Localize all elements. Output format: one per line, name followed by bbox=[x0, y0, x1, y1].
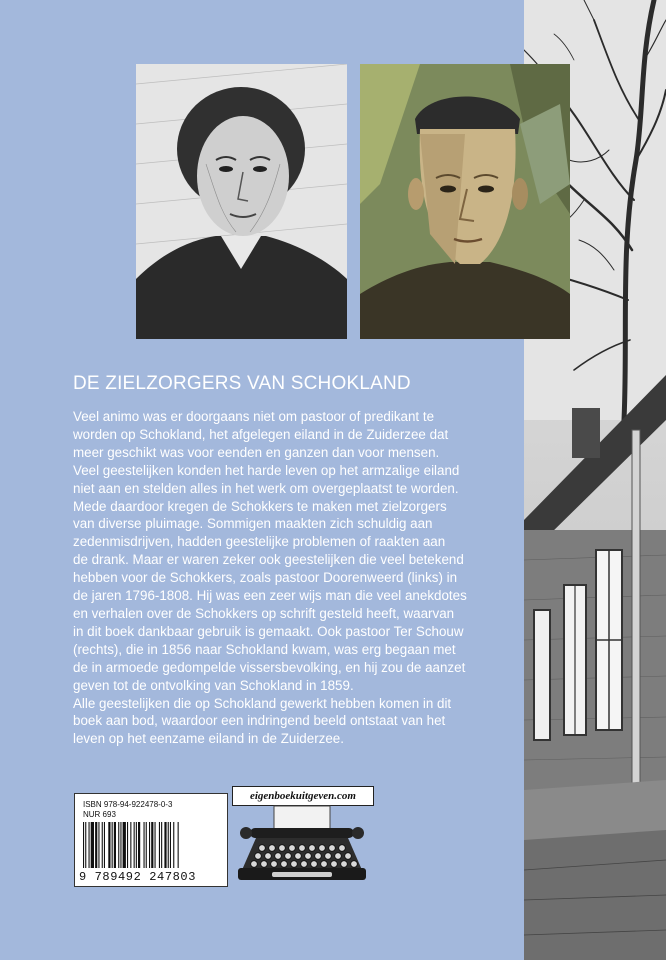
book-title: DE ZIELZORGERS VAN SCHOKLAND bbox=[73, 373, 411, 394]
description-line: de in armoede gedompelde vissersbevolking, en hij zou de aanzet bbox=[73, 659, 466, 675]
portrait-ter-schouw bbox=[360, 64, 570, 339]
description-line: Veel animo was er doorgaans niet om pastoor of predikant te bbox=[73, 409, 435, 424]
barcode-digits: 9 789492 247803 bbox=[79, 870, 197, 884]
description-line: de jaren 1796-1808. Hij was een zeer wijs man die veel anekdotes bbox=[73, 588, 467, 604]
description-line: worden op Schokland, het afgelegen eiland in de Zuiderzee dat bbox=[73, 426, 449, 442]
description-line: Mede daardoor kregen de Schokkers te maken met zielzorgers bbox=[73, 498, 447, 514]
publisher-name: eigenboekuitgeven.com bbox=[232, 786, 374, 806]
description-line: boek aan bod, waardoor een indringend beeld ontstaat van het bbox=[73, 713, 446, 729]
description-line: leven op het eenzame eiland in de Zuiderzee. bbox=[73, 731, 344, 747]
description-line: van diverse pluimage. Sommigen maakten zich schuldig aan bbox=[73, 516, 433, 532]
isbn-label: ISBN 978-94-922478-0-3 bbox=[83, 800, 173, 809]
description-line: de drank. Maar er waren zeker ook geestelijken die veel betekend bbox=[73, 552, 464, 568]
book-description bbox=[73, 408, 523, 748]
typewriter-icon bbox=[228, 804, 376, 886]
description-line: meer geschikt was voor eenden en ganzen dan voor mensen. bbox=[73, 444, 440, 460]
description-line: en verhalen over de Schokkers op schrift gesteld heeft, waarvan bbox=[73, 605, 455, 621]
nur-label: NUR 693 bbox=[83, 810, 116, 819]
description-line: geven tot de ontvolking van Schokland in 1859. bbox=[73, 677, 354, 693]
publisher-logo bbox=[228, 786, 376, 886]
description-line: Veel geestelijken konden het harde leven op het armzalige eiland bbox=[73, 462, 460, 478]
description-line: niet aan en stelden alles in het werk om overgeplaatst te worden. bbox=[73, 480, 459, 496]
description-line: zedenmisdrijven, hadden geestelijke problemen of raakten aan bbox=[73, 534, 446, 550]
description-line: (rechts), die in 1856 naar Schokland kwam, was erg begaan met bbox=[73, 641, 456, 657]
isbn-barcode bbox=[74, 793, 228, 887]
portrait-doorenweerd bbox=[136, 64, 347, 339]
engraved-portrait-illustration bbox=[136, 64, 347, 339]
barcode-bars bbox=[81, 822, 221, 870]
description-line: Alle geestelijken die op Schokland gewerkt hebben komen in dit bbox=[73, 695, 452, 711]
description-line: hebben voor de Schokkers, zoals pastoor Doorenweerd (links) in bbox=[73, 570, 458, 586]
painted-portrait-illustration bbox=[360, 64, 570, 339]
description-line: in dit boek dankbaar gebruik is gemaakt. Ook pastoor Ter Schouw bbox=[73, 623, 464, 639]
